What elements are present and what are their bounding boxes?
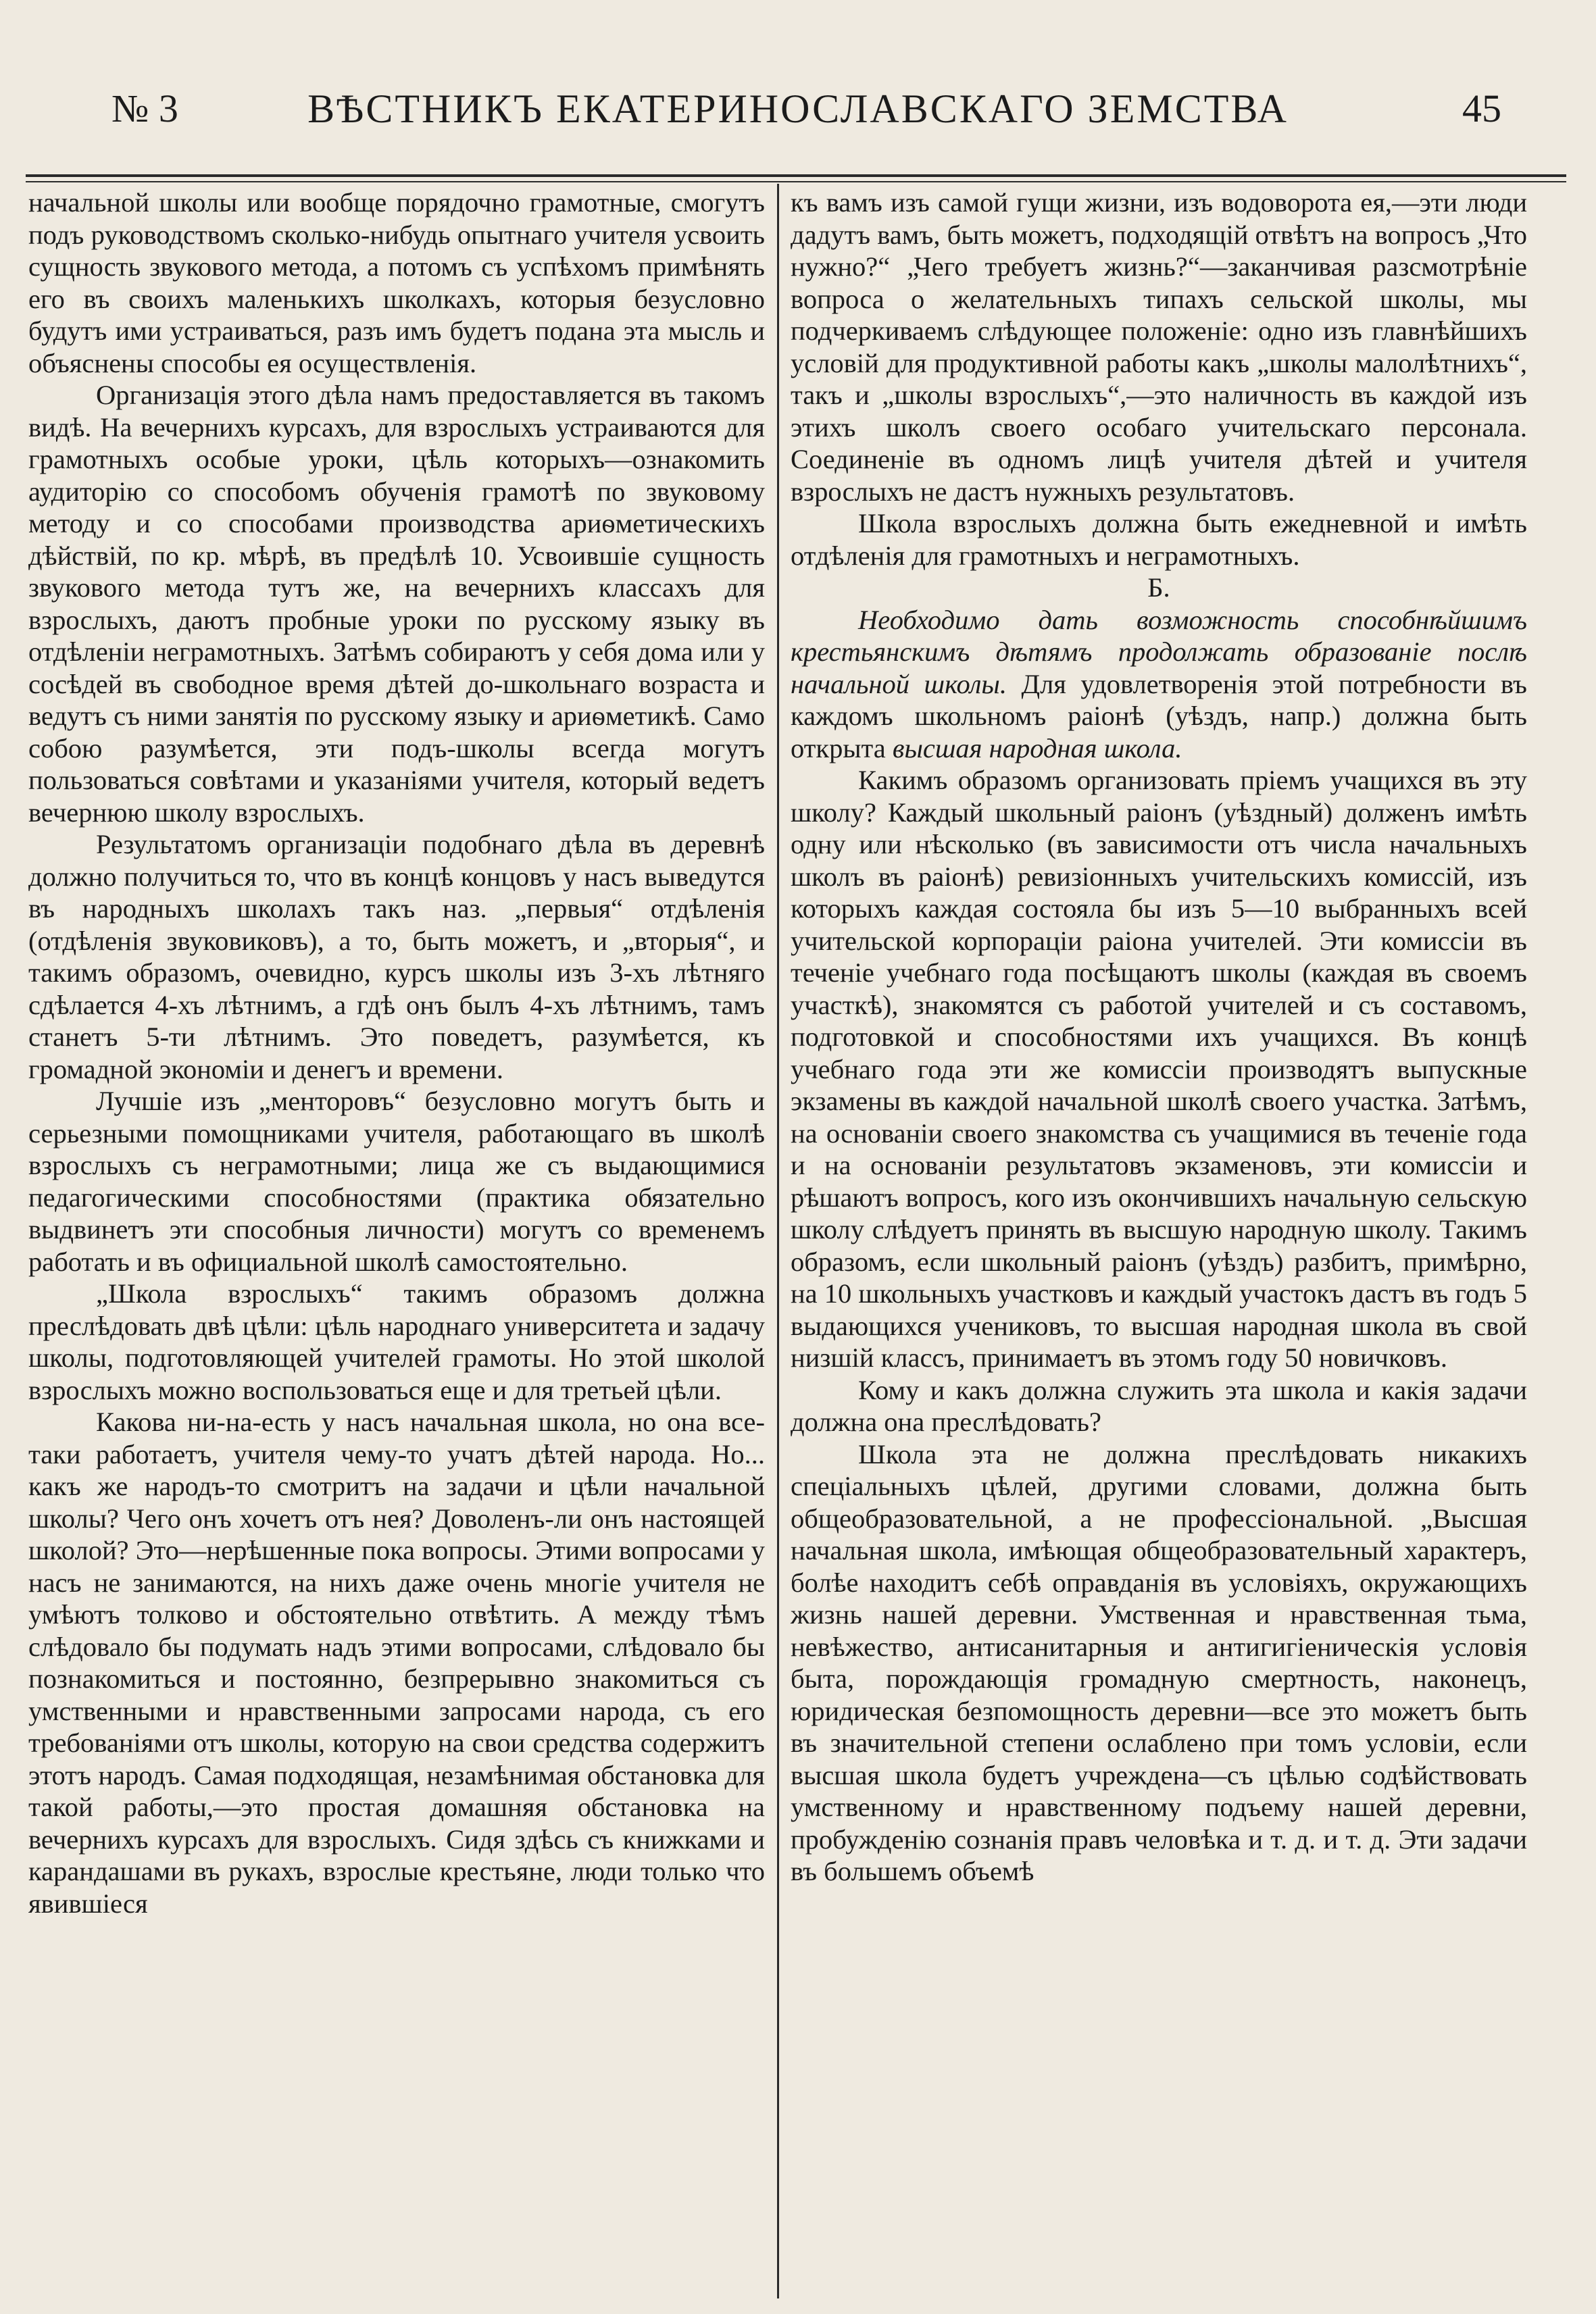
header-rule: [26, 174, 1566, 177]
paragraph: Какимъ образомъ организовать пріемъ учащихся въ эту школу? Каждый школьный раіонъ (уѣздный) долженъ имѣть одну или нѣсколько (въ зависимости отъ числа начальныхъ школъ въ раіонѣ) ревизіонныхъ учительскихъ комиссій, изъ которыхъ каждая состояла бы изъ 5—10 выбранныхъ всей учительской корпораціи раіона учителей. Эти комиссіи въ теченіе учебнаго года посѣщаютъ школы (каждая въ своемъ участкѣ), знакомятся съ работой учителей и съ составомъ, подготовкой и способностями ихъ учащихся. Въ концѣ учебнаго года эти же комиссіи производятъ выпускные экзамены въ каждой начальной школѣ своего участка. Затѣмъ, на основаніи своего знакомства съ учащимися въ теченіе года и на основаніи результатовъ экзаменовъ, эти комиссіи и рѣшаютъ вопросъ, кого изъ окончившихъ начальную сельскую школу слѣдуетъ принять въ высшую народную школу. Такимъ образомъ, если школьный раіонъ (уѣздъ) разбитъ, примѣрно, на 10 школьныхъ участковъ и каждый участокъ дастъ въ годъ 5 выдающихся учениковъ, то высшая народная школа въ свой низшій классъ, принимаетъ въ этомъ году 50 новичковъ.: [791, 765, 1527, 1373]
issue-number: № 3: [111, 86, 178, 130]
journal-title: ВѢСТНИКЪ ЕКАТЕРИНОСЛАВСКАГО ЗЕМСТВА: [307, 86, 1289, 131]
paragraph: Какова ни-на-есть у насъ начальная школа, но она все-таки работаетъ, учителя чему-то учатъ дѣтей народа. Но... какъ же народъ-то смотритъ на задачи и цѣли начальной школы? Чего онъ хочетъ отъ нея? Доволенъ-ли онъ настоящей школой? Это—нерѣшенные пока вопросы. Этими вопросами у насъ не занимаются, на нихъ даже очень многіе учителя не умѣютъ толково и обстоятельно отвѣтить. А между тѣмъ слѣдовало бы подумать надъ этими вопросами, слѣдовало бы познакомиться и постоянно, безпрерывно знакомиться съ умственными и нравственными запросами народа, съ его требованіями отъ школы, которую на свои средства содержитъ этотъ народъ. Самая подходящая, незамѣнимая обстановка для такой работы,—это простая домашняя обстановка на вечернихъ курсахъ для взрослыхъ. Сидя здѣсь съ книжками и карандашами въ рукахъ, взрослые крестьяне, люди только что явившіеся: [28, 1407, 765, 1919]
paragraph: „Школа взрослыхъ“ такимъ образомъ должна преслѣдовать двѣ цѣли: цѣль народнаго университета и задачу школы, подготовляющей учителей грамоты. Но этой школой взрослыхъ можно воспользоваться еще и для третьей цѣли.: [28, 1278, 765, 1405]
page-number: 45: [1462, 86, 1501, 130]
paragraph: Школа эта не должна преслѣдовать никакихъ спеціальныхъ цѣлей, другими словами, должна быть общеобразовательной, а не профессіональной. „Высшая начальная школа, имѣющая общеобразовательный характеръ, болѣе находитъ себѣ оправданія въ условіяхъ, окружающихъ жизнь нашей деревни. Умственная и нравственная тьма, невѣжество, антисанитарныя и антигигіеническія условія быта, порождающія громадную смертность, наконецъ, юридическая безпомощность деревни—все это можетъ быть въ значительной степени ослаблено при томъ условіи, если высшая школа будетъ учреждена—съ цѣлью содѣйствовать умственному и нравственному подъему нашей деревни, пробужденію сознанія правъ человѣка и т. д. и т. д. Эти задачи въ большемъ объемѣ: [791, 1438, 1527, 1886]
paragraph: къ вамъ изъ самой гущи жизни, изъ водоворота ея,—эти люди дадутъ вамъ, быть можетъ, подходящій отвѣтъ на вопросъ „Что нужно?“ „Чего требуетъ жизнь?“—заканчивая разсмотрѣніе вопроса о желательныхъ типахъ сельской школы, мы подчеркиваемъ слѣдующее положеніе: одно изъ главнѣйшихъ условій для продуктивной работы какъ „школы малолѣтнихъ“, такъ и „школы взрослыхъ“,—это наличность въ каждой изъ этихъ школъ своего особаго учительскаго персонала. Соединеніе въ одномъ лицѣ учителя дѣтей и учителя взрослыхъ не дастъ нужныхъ результатовъ.: [791, 187, 1527, 507]
paragraph-text: Для удовлетворенія этой потребности въ каждомъ школьномъ раіонѣ (уѣздъ, напр.) должна быть открыта: [791, 668, 1527, 763]
paragraph: [791, 604, 1527, 765]
paragraph: начальной школы или вообще порядочно грамотные, смогутъ подъ руководствомъ сколько-нибудь опытнаго учителя усвоить сущность звукового метода, а потомъ съ успѣхомъ примѣнять его въ своихъ маленькихъ школкахъ, которыя безусловно будутъ ими устраиваться, разъ имъ будетъ подана эта мысль и объяснены способы ея осуществленія.: [28, 187, 765, 378]
paragraph: Лучшіе изъ „менторовъ“ безусловно могутъ быть и серьезными помощниками учителя, работающаго въ школѣ взрослыхъ съ неграмотными; лица же съ выдающимися педагогическими способностями (практика обязательно выдвинетъ эти способныя личности) могутъ со временемъ работать и въ официальной школѣ самостоятельно.: [28, 1086, 765, 1277]
paragraph: Кому и какъ должна служить эта школа и какія задачи должна она преслѣдовать?: [791, 1374, 1527, 1437]
page-header: [27, 71, 1569, 155]
paragraph: Организація этого дѣла намъ предоставляется въ такомъ видѣ. На вечернихъ курсахъ, для взрослыхъ устраиваются для грамотныхъ особые уроки, цѣль которыхъ—ознакомить аудиторію со способомъ обученія грамотѣ по звуковому методу и со способами производства ариѳметическихъ дѣйствій, по кр. мѣрѣ, въ предѣлѣ 10. Усвоившіе сущность звукового метода тутъ же, на вечернихъ классахъ для взрослыхъ, даютъ пробные уроки по русскому языку въ отдѣленіи неграмотныхъ. Затѣмъ собираютъ у себя дома или у сосѣдей въ свободное время дѣтей до-школьнаго возраста и ведутъ съ ними занятія по русскому языку и ариѳметикѣ. Само собою разумѣется, эти подъ-школы всегда могутъ пользоваться совѣтами и указаніями учителя, который ведетъ вечернюю школу взрослыхъ.: [28, 380, 765, 828]
left-column: [28, 186, 765, 1919]
paragraph: Школа взрослыхъ должна быть ежедневной и имѣть отдѣленія для грамотныхъ и неграмотныхъ.: [791, 508, 1527, 571]
right-column: [791, 186, 1527, 1888]
column-divider: [777, 184, 779, 2298]
paragraph: Результатомъ организаціи подобнаго дѣла въ деревнѣ должно получиться то, что въ концѣ концовъ у насъ выведутся въ народныхъ школахъ такъ наз. „первыя“ отдѣленія (отдѣленія звуковиковъ), а то, быть можетъ, и „вторыя“, и такимъ образомъ, очевидно, курсъ школы изъ 3-хъ лѣтняго сдѣлается 4-хъ лѣтнимъ, а гдѣ онъ былъ 4-хъ лѣтнимъ, тамъ станетъ 5-ти лѣтнимъ. Это поведетъ, разумѣется, къ громадной экономіи и денегъ и времени.: [28, 829, 765, 1084]
emphasis-text: Необходимо дать возможность способнѣйшимъ крестьянскимъ дѣтямъ продолжать образованіе послѣ начальной школы.: [791, 604, 1527, 699]
section-heading: Б.: [1147, 572, 1170, 603]
header-rule-thin: [26, 181, 1566, 182]
emphasis-text: высшая народная школа.: [892, 732, 1182, 763]
